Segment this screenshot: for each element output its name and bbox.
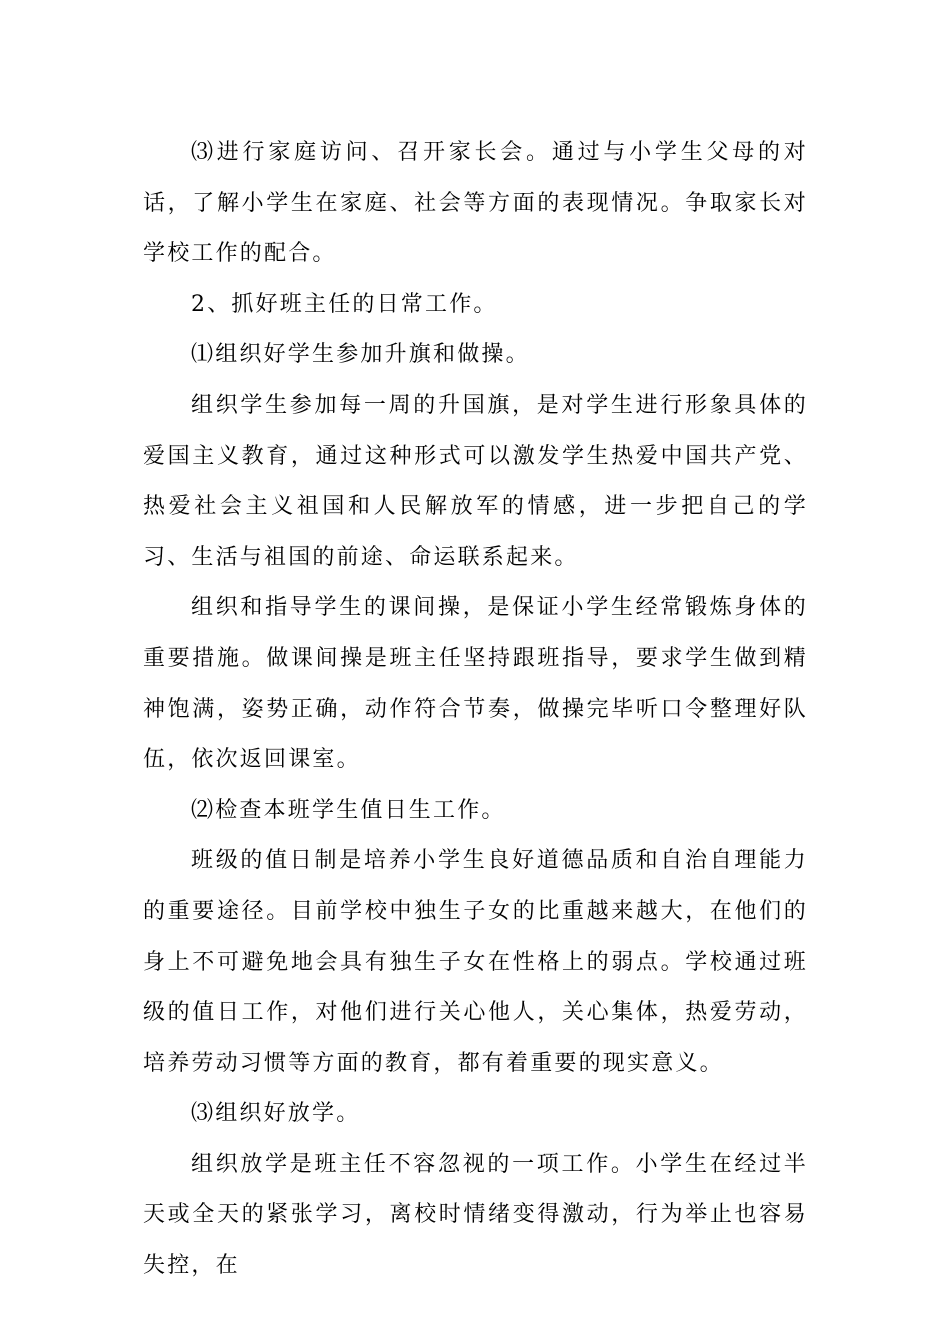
paragraph-dismissal: 组织放学是班主任不容忽视的一项工作。小学生在经过半天或全天的紧张学习，离校时情绪变得激动，行为举止也容易失控，在 bbox=[143, 1151, 808, 1279]
subheading-flag-and-exercise: ⑴组织好学生参加升旗和做操。 bbox=[191, 342, 530, 368]
heading-daily-work: 2、抓好班主任的日常工作。 bbox=[191, 291, 498, 317]
paragraph-duty-system: 班级的值日制是培养小学生良好道德品质和自治自理能力的重要途径。目前学校中独生子女的比重越来越大，在他们的身上不可避免地会具有独生子女在性格上的弱点。学校通过班级的值日工作，对他们进行关心他人，关心集体，热爱劳动，培养劳动习惯等方面的教育，都有着重要的现实意义。 bbox=[143, 848, 808, 1076]
paragraph-break-exercise: 组织和指导学生的课间操，是保证小学生经常锻炼身体的重要措施。做课间操是班主任坚持跟班指导，要求学生做到精神饱满，姿势正确，动作符合节奏，做操完毕听口令整理好队伍，依次返回课室。 bbox=[143, 595, 808, 773]
paragraph-flag-raising: 组织学生参加每一周的升国旗，是对学生进行形象具体的爱国主义教育，通过这种形式可以激发学生热爱中国共产党、热爱社会主义祖国和人民解放军的情感，进一步把自己的学习、生活与祖国的前途、命运联系起来。 bbox=[143, 392, 808, 570]
paragraph-home-visits: ⑶进行家庭访问、召开家长会。通过与小学生父母的对话，了解小学生在家庭、社会等方面的表现情况。争取家长对学校工作的配合。 bbox=[143, 140, 808, 267]
subheading-duty-check: ⑵检查本班学生值日生工作。 bbox=[191, 797, 506, 823]
subheading-dismissal: ⑶组织好放学。 bbox=[191, 1101, 361, 1127]
document-body bbox=[143, 128, 808, 1292]
